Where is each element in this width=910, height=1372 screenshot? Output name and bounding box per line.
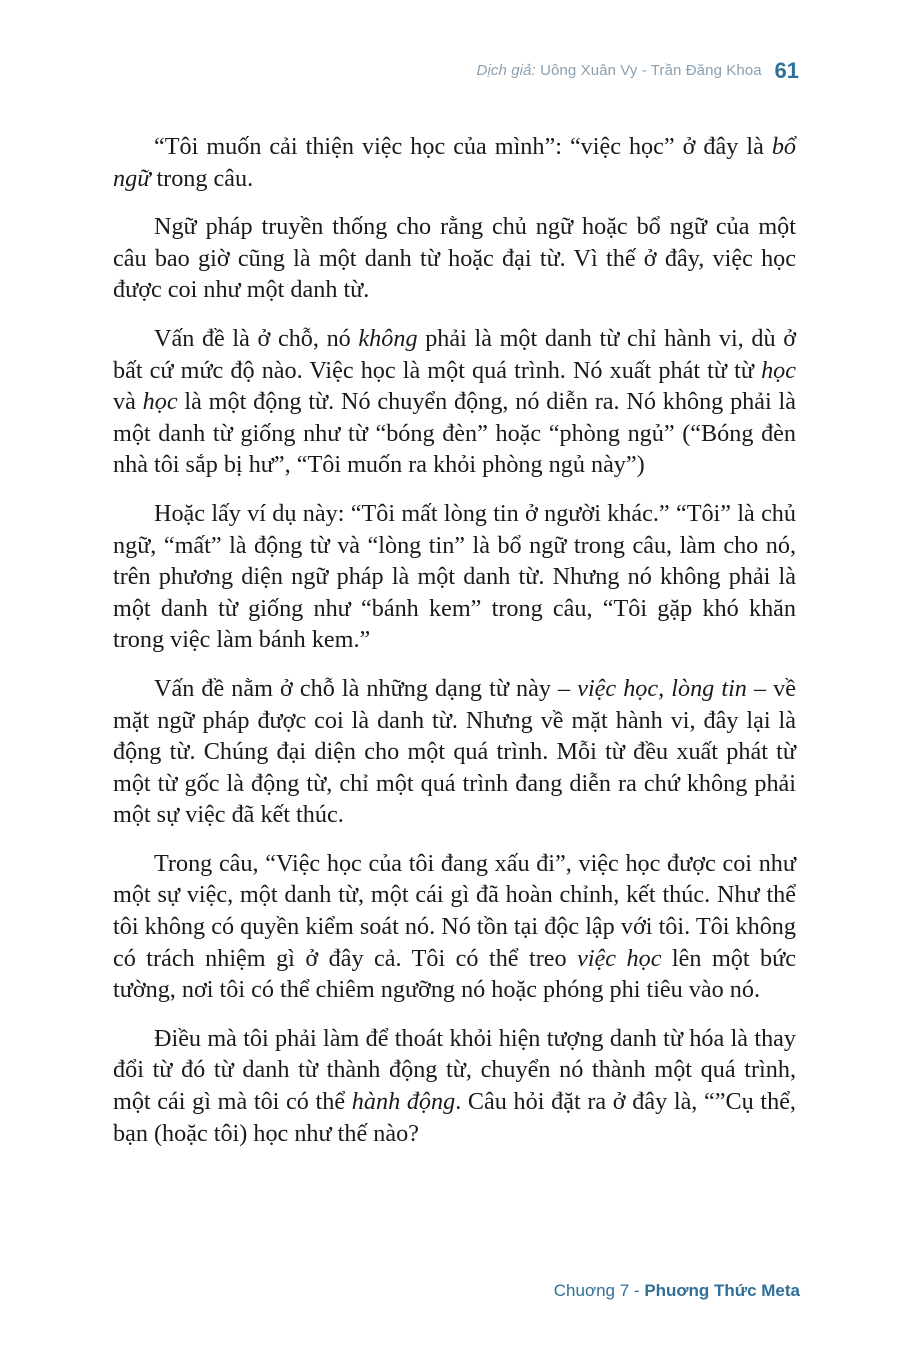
text-run: Điều mà tôi phải làm để thoát khỏi hiện tượng danh từ hóa là thay đổi từ đó từ danh từ thành động từ, chuyển nó thành một quá trình, một cái gì mà tôi có thể — [113, 1024, 796, 1116]
paragraph — [113, 131, 796, 194]
italic-text: học — [761, 356, 796, 384]
text-run: Ngữ pháp truyền thống cho rằng chủ ngữ hoặc bổ ngữ của một câu bao giờ cũng là một danh từ hoặc đại từ. Vì thế ở đây, việc học được coi như một danh từ. — [113, 213, 796, 304]
italic-text: hành động — [351, 1088, 456, 1116]
text-run: phải là một danh từ chỉ hành vi, dù ở bất cứ mức độ nào. Việc học là một quá trình. Nó xuất phát từ từ — [113, 324, 796, 384]
paragraph — [113, 1023, 796, 1149]
text-run: trong câu. — [150, 164, 254, 192]
italic-text: học — [142, 388, 178, 416]
italic-text: việc học — [577, 944, 662, 972]
running-footer — [554, 1281, 800, 1301]
paragraph — [113, 323, 796, 481]
text-run: và — [113, 388, 143, 416]
text-run: lên một bức tường, nơi tôi có thể chiêm ngưỡng nó hoặc phóng phi tiêu vào nó. — [113, 944, 796, 1004]
text-run: Vấn đề là ở chỗ, nó — [154, 324, 359, 352]
text-run: “Tôi muốn cải thiện việc học của mình”: “việc học” ở đây là — [154, 133, 772, 160]
translator-names: Uông Xuân Vy - Trần Đăng Khoa — [540, 62, 762, 79]
paragraph — [113, 211, 796, 306]
paragraph — [113, 673, 796, 831]
italic-text: việc học, lòng tin — [577, 674, 747, 702]
text-run: Hoặc lấy ví dụ này: “Tôi mất lòng tin ở người khác.” “Tôi” là chủ ngữ, “mất” là động từ và “lòng tin” là bổ ngữ trong câu, làm cho nó, trên phương diện ngữ pháp là một danh từ. Nhưng nó không phải là một danh từ giống như “bánh kem” trong câu, “Tôi gặp khó khăn trong việc làm bánh kem.” — [113, 499, 796, 654]
running-header — [477, 62, 800, 79]
text-run: Trong câu, “Việc học của tôi đang xấu đi”, việc học được coi như một sự việc, một danh từ, một cái gì đã hoàn chỉnh, kết thúc. Như thể tôi không có quyền kiểm soát nó. Nó tồn tại độc lập với tôi. Tôi không có trách nhiệm gì ở đây cả. Tôi có thể treo — [113, 849, 796, 972]
body-text — [113, 131, 796, 1166]
chapter-label: Chuơng 7 - — [553, 1281, 640, 1300]
translator-label: Dịch giả: — [476, 62, 536, 79]
chapter-name: Phuơng Thức Meta — [644, 1281, 800, 1300]
text-run: Vấn đề nằm ở chỗ là những dạng từ này – — [154, 674, 578, 702]
text-run: là một động từ. Nó chuyển động, nó diễn ra. Nó không phải là một danh từ giống như từ “bóng đèn” hoặc “phòng ngủ” (“Bóng đèn nhà tôi sắp bị hư”, “Tôi muốn ra khỏi phòng ngủ này”) — [113, 388, 796, 479]
italic-text: bổ ngữ — [113, 133, 796, 192]
italic-text: không — [358, 324, 418, 352]
paragraph — [113, 498, 796, 656]
text-run: – về mặt ngữ pháp được coi là danh từ. Nhưng về mặt hành vi, đây lại là động từ. Chúng đại diện cho một quá trình. Mỗi từ đều xuất phát từ một từ gốc là động từ, chỉ một quá trình đang diễn ra chứ không phải một sự việc đã kết thúc. — [113, 674, 796, 829]
page-number: 61 — [774, 58, 799, 83]
paragraph — [113, 848, 796, 1006]
text-run: . Câu hỏi đặt ra ở đây là, “”Cụ thể, bạn (hoặc tôi) học như thế nào? — [113, 1088, 796, 1147]
